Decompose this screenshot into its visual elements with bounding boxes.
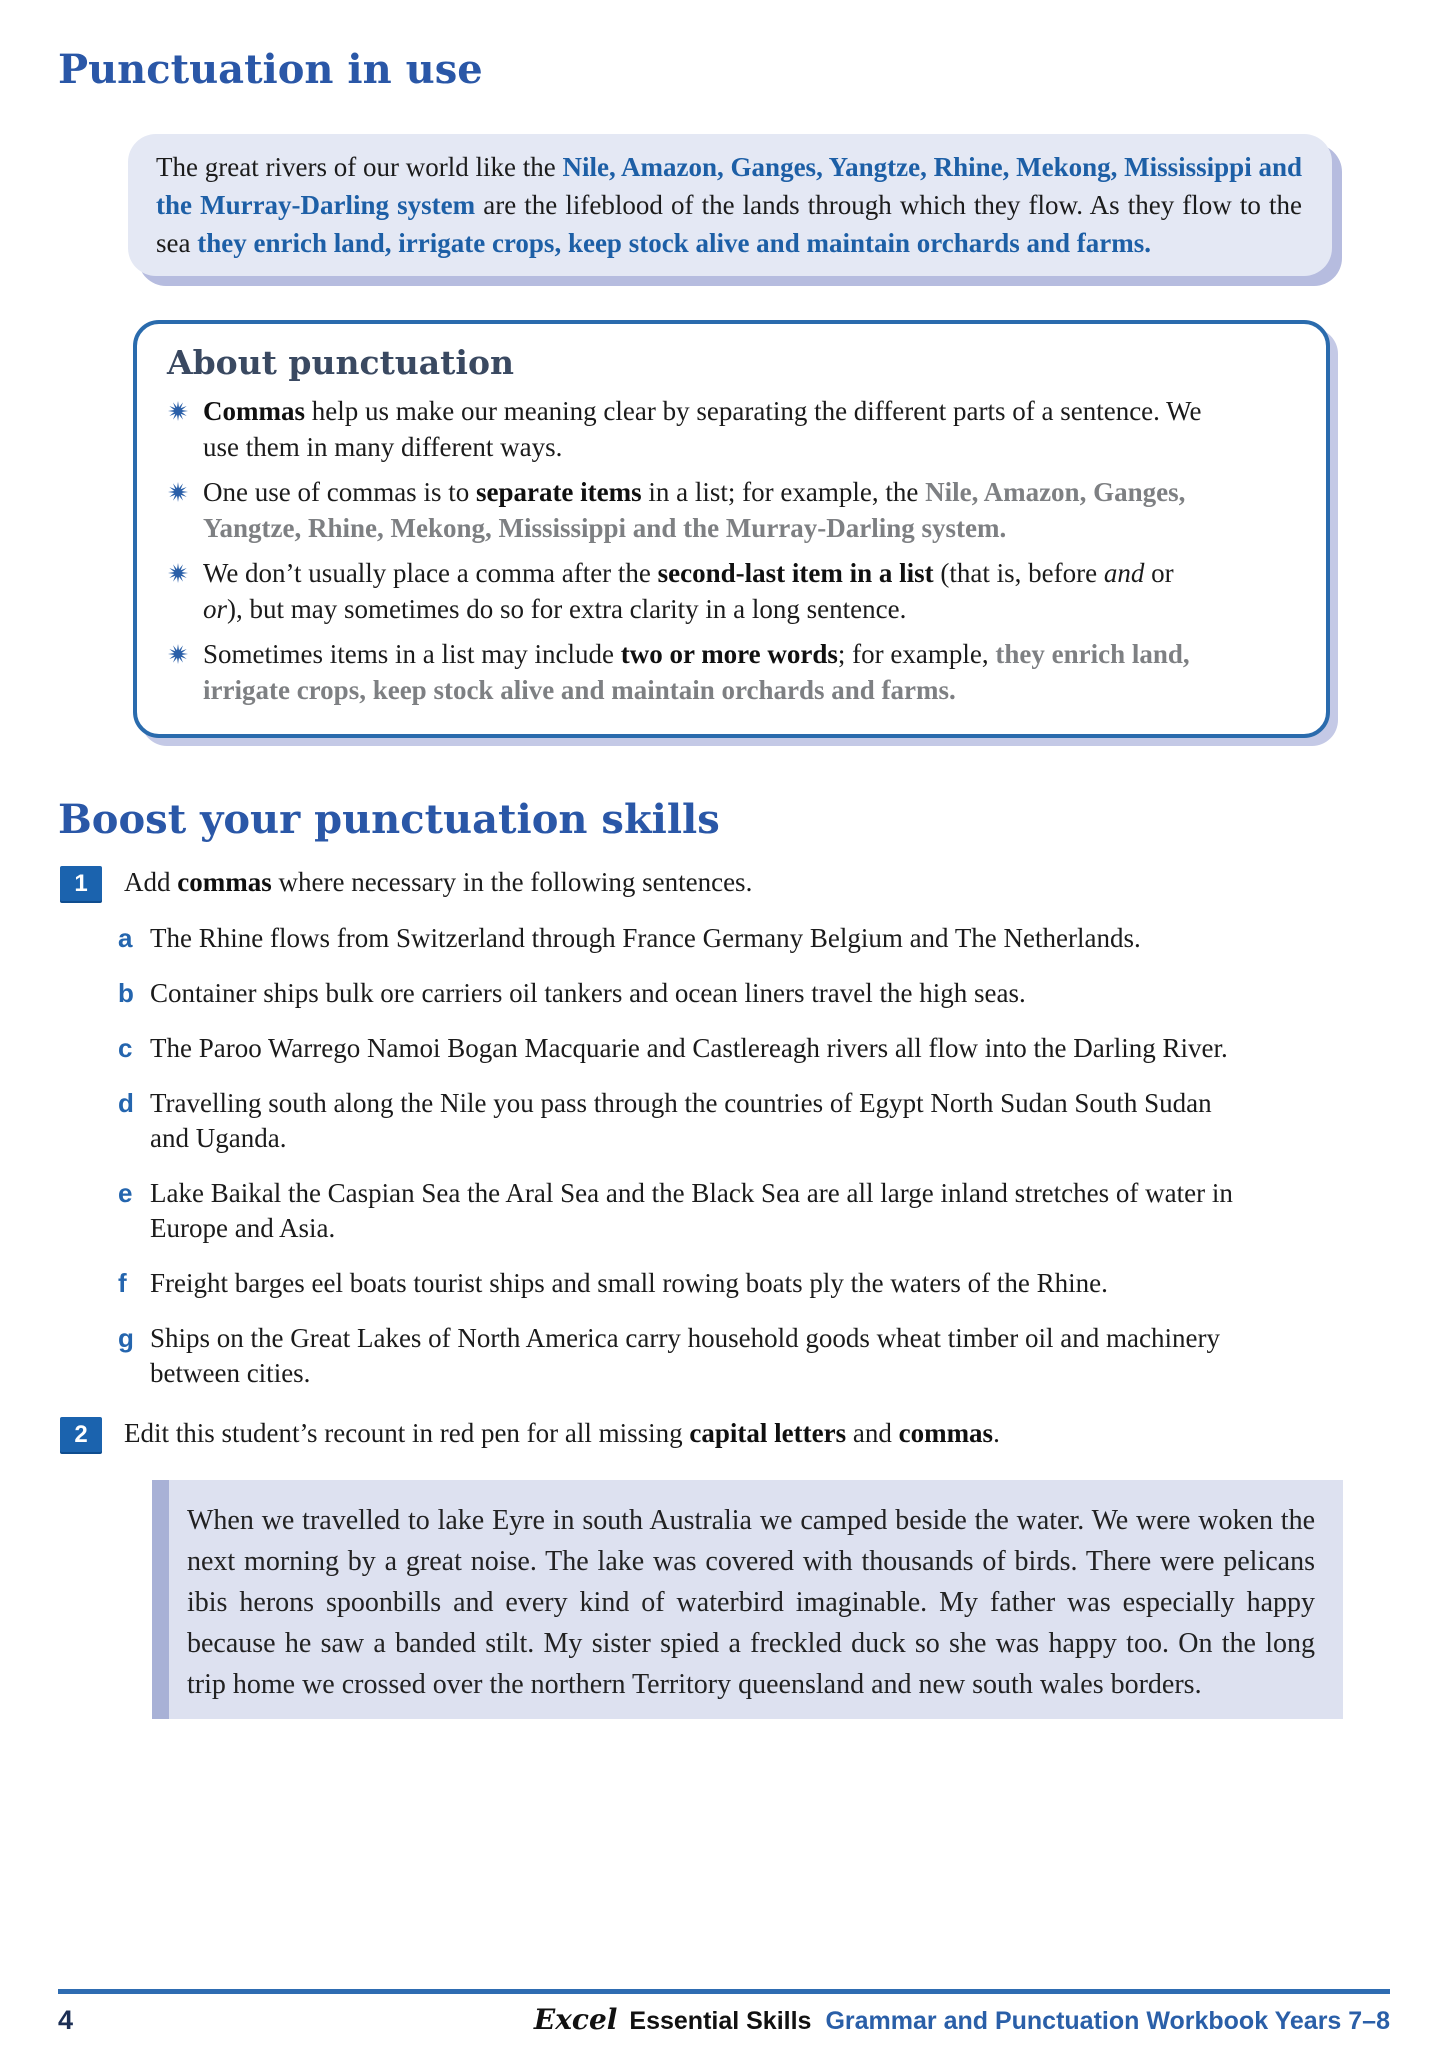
star-bullet-icon: [167, 636, 203, 670]
student-recount-box: [152, 1480, 1343, 1719]
item-text: The Paroo Warrego Namoi Bogan Macquarie and Castlereagh rivers all flow into the Darling River.: [150, 1033, 1228, 1064]
item-letter: g: [118, 1323, 134, 1354]
about-bullet-text: We don’t usually place a comma after the second-last item in a list (that is, before and or or), but may sometimes do so for extra clarity in a long sentence.: [203, 558, 1174, 625]
footer-brand: Excel: [533, 2003, 618, 2036]
about-bullet-text: One use of commas is to separate items in a list; for example, the Nile, Amazon, Ganges, Yangtze, Rhine, Mekong, Mississippi and the Murray-Darling system.: [203, 477, 1186, 544]
exercise-1-number-badge: 1: [60, 866, 102, 901]
about-bullet-text: Commas help us make our meaning clear by separating the different parts of a sentence. We use them in many different ways.: [203, 396, 1202, 463]
intro-box: [128, 134, 1332, 276]
section-heading-boost: Boost your punctuation skills: [58, 796, 720, 844]
list-item: [118, 1266, 1445, 1301]
exercise-1-prompt-row: [60, 864, 1445, 901]
intro-text: The great rivers of our world like the Nile, Amazon, Ganges, Yangtze, Rhine, Mekong, Mississippi and the Murray-Darling system are the lifeblood of the lands through which they flow. As they flow to the sea they enrich land, irrigate crops, keep stock alive and maintain orchards and farms.: [156, 152, 1302, 258]
about-bullet: [167, 393, 1290, 465]
student-recount-text: When we travelled to lake Eyre in south Australia we camped beside the water. We were woken the next morning by a great noise. The lake was covered with thousands of birds. There were pelicans ibis herons spoonbills and every kind of waterbird imaginable. My father was especially happy because he saw a banded stilt. My sister spied a freckled duck so she was happy too. On the long trip home we crossed over the northern Territory queensland and new south wales borders.: [187, 1505, 1315, 1701]
exercise-1-items: [0, 921, 1445, 1391]
item-letter: b: [118, 978, 134, 1009]
page-footer: [58, 1989, 1390, 2036]
list-item: [118, 921, 1445, 956]
about-bullet: [167, 555, 1290, 627]
item-letter: e: [118, 1178, 133, 1209]
about-punctuation-box: [133, 320, 1330, 738]
star-bullet-icon: [167, 393, 203, 427]
item-text: Lake Baikal the Caspian Sea the Aral Sea and the Black Sea are all large inland stretches of water in Europe and Asia.: [150, 1178, 1233, 1244]
exercise-2-number-badge: 2: [60, 1417, 102, 1452]
about-heading: About punctuation: [167, 343, 514, 382]
item-letter: c: [118, 1033, 133, 1064]
item-letter: d: [118, 1088, 134, 1119]
about-bullet-list: [167, 393, 1290, 708]
exercise-2-prompt-row: [60, 1415, 1445, 1452]
item-letter: f: [118, 1268, 127, 1299]
list-item: [118, 1176, 1445, 1246]
item-text: Container ships bulk ore carriers oil tankers and ocean liners travel the high seas.: [150, 978, 1026, 1009]
about-bullet-text: Sometimes items in a list may include two or more words; for example, they enrich land, irrigate crops, keep stock alive and maintain orchards and farms.: [203, 639, 1190, 706]
footer-book-title: [534, 2003, 1390, 2036]
footer-series: Essential Skills: [629, 2007, 812, 2035]
workbook-page: [0, 46, 1445, 2055]
item-text: Ships on the Great Lakes of North America carry household goods wheat timber oil and machinery between cities.: [150, 1323, 1220, 1389]
exercise-1-prompt: Add commas where necessary in the following sentences.: [124, 867, 753, 898]
footer-title: Grammar and Punctuation Workbook Years 7–8: [825, 2007, 1390, 2035]
about-bullet: [167, 636, 1290, 708]
item-letter: a: [118, 923, 133, 954]
star-bullet-icon: [167, 555, 203, 589]
about-bullet: [167, 474, 1290, 546]
item-text: Freight barges eel boats tourist ships and small rowing boats ply the waters of the Rhine.: [150, 1268, 1108, 1299]
list-item: [118, 1321, 1445, 1391]
page-number: 4: [58, 2005, 74, 2035]
list-item: [118, 1031, 1445, 1066]
page-title: Punctuation in use: [58, 46, 483, 93]
star-bullet-icon: [167, 474, 203, 508]
list-item: [118, 1086, 1445, 1156]
exercise-2-prompt: Edit this student’s recount in red pen for all missing capital letters and commas.: [124, 1418, 1000, 1449]
item-text: Travelling south along the Nile you pass through the countries of Egypt North Sudan South Sudan and Uganda.: [150, 1088, 1212, 1154]
item-text: The Rhine flows from Switzerland through France Germany Belgium and The Netherlands.: [150, 923, 1141, 954]
list-item: [118, 976, 1445, 1011]
